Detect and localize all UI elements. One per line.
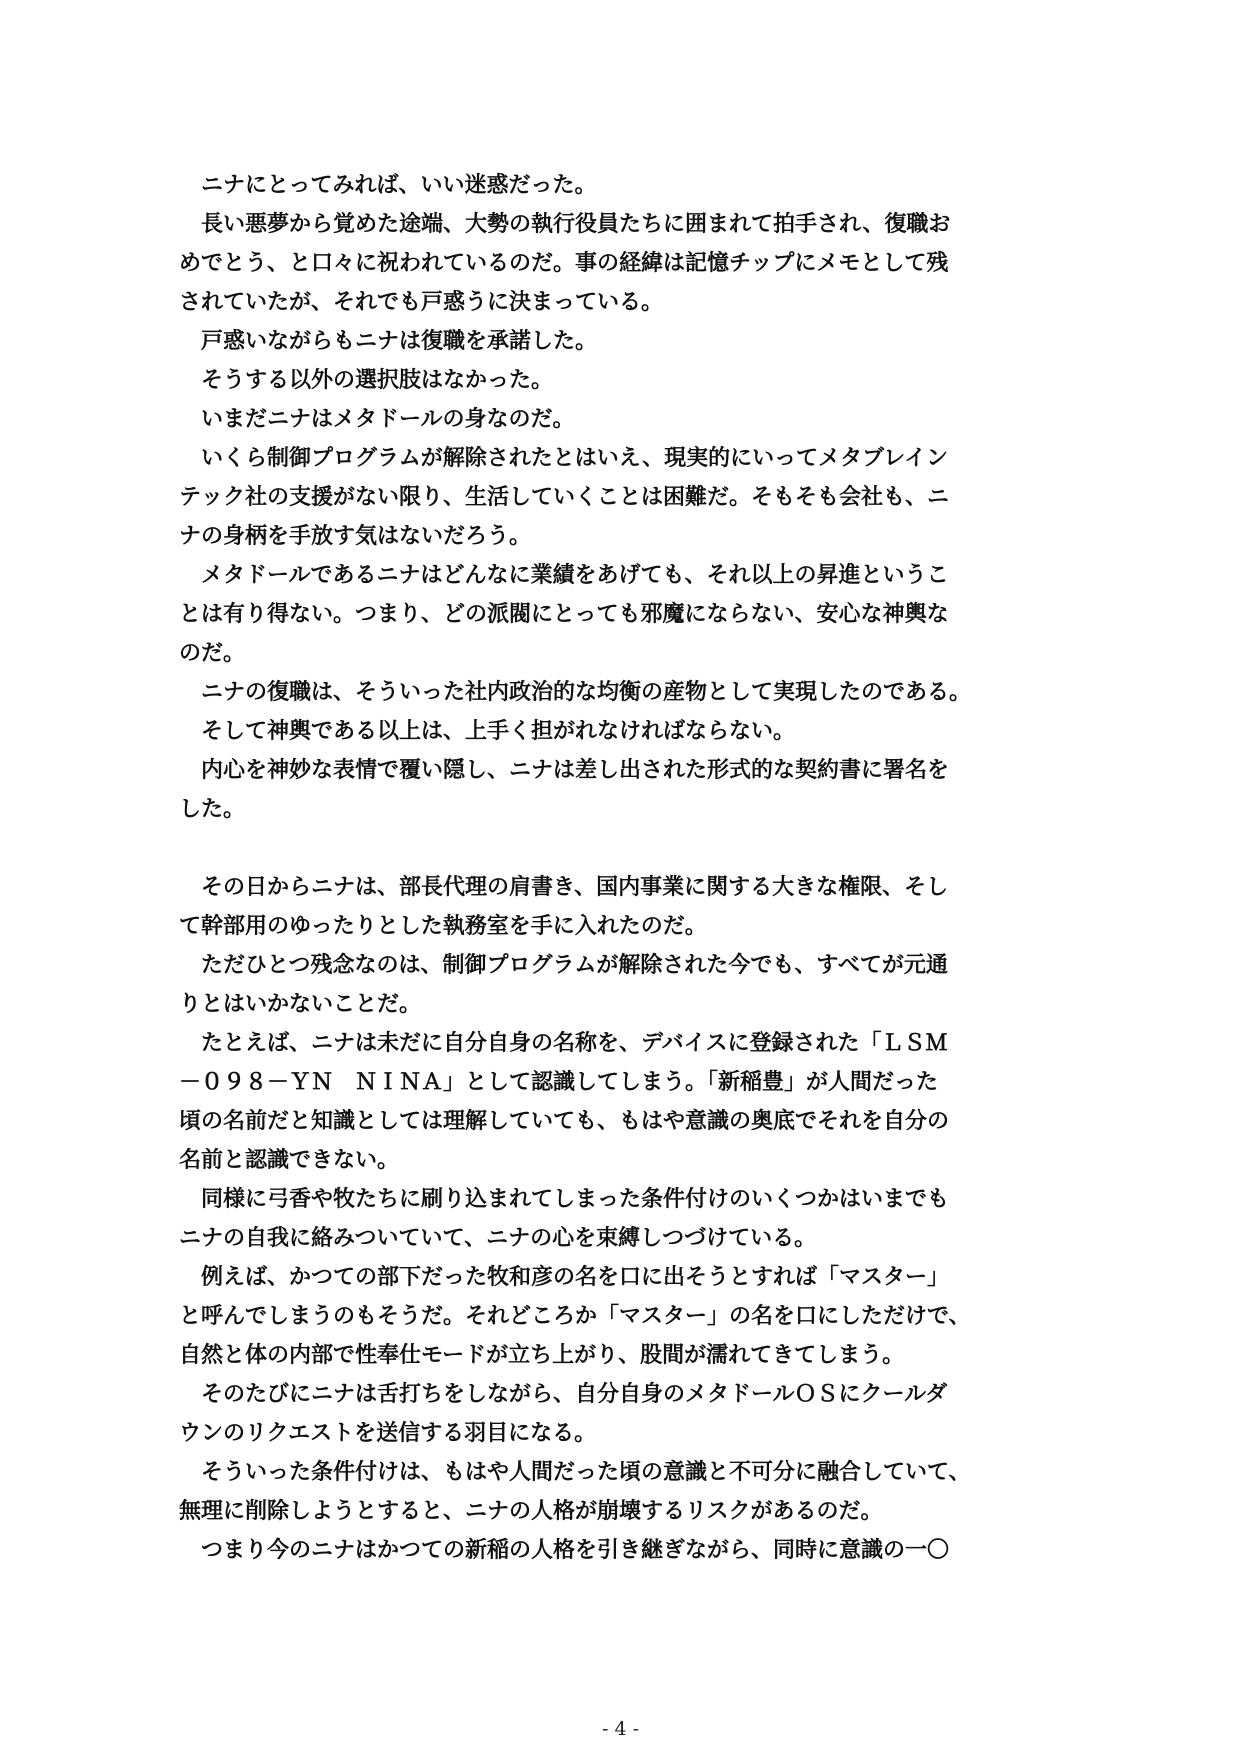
text-line: 頃の名前だと知識としては理解していても、もはや意識の奥底でそれを自分の	[179, 1109, 950, 1134]
text-line: 戸惑いながらもニナは復職を承諾した。	[179, 329, 598, 354]
blank-line	[179, 829, 1069, 868]
text-line: －０９８－ＹＮ ＮＩＮＡ」として認識してしまう。「新稲豊」が人間だった	[179, 1070, 939, 1095]
text-line: 自然と体の内部で性奉仕モードが立ち上がり、股間が濡れてきてしまう。	[179, 1343, 905, 1368]
text-line: その日からニナは、部長代理の肩書き、国内事業に関する大きな権限、そし	[179, 875, 949, 900]
text-line: 名前と認識できない。	[179, 1148, 400, 1173]
text-line: テック社の支援がない限り、生活していくことは困難だ。そもそも会社も、ニ	[179, 485, 950, 510]
text-line: 無理に削除しようとすると、ニナの人格が崩壊するリスクがあるのだ。	[179, 1499, 883, 1524]
text-line: そうする以外の選択肢はなかった。	[179, 368, 554, 393]
text-line: した。	[179, 797, 246, 822]
text-line: そのたびにニナは舌打ちをしながら、自分自身のメタドールＯＳにクールダ	[179, 1382, 948, 1407]
text-line: ナの身柄を手放す気はないだろう。	[179, 524, 532, 549]
text-line: 同様に弓香や牧たちに刷り込まれてしまった条件付けのいくつかはいまでも	[179, 1187, 950, 1212]
text-line: メタドールであるニナはどんなに業績をあげても、それ以上の昇進というこ	[179, 563, 949, 588]
text-line: つまり今のニナはかつての新稲の人格を引き継ぎながら、同時に意識の一〇	[179, 1538, 950, 1563]
text-line: と呼んでしまうのもそうだ。それどころか「マスター」の名を口にしただけで、	[179, 1304, 971, 1329]
text-line: いくら制御プログラムが解除されたとはいえ、現実的にいってメタブレイン	[179, 446, 949, 471]
text-line: ニナの復職は、そういった社内政治的な均衡の産物として実現したのである。	[179, 680, 972, 705]
text-line: ニナの自我に絡みついていて、ニナの心を束縛しつづけている。	[179, 1226, 817, 1251]
text-line: そして神輿である以上は、上手く担がれなければならない。	[179, 719, 796, 744]
text-line: 例えば、かつての部下だった牧和彦の名を口に出そうとすれば「マスター」	[179, 1265, 950, 1290]
text-line: たとえば、ニナは未だに自分自身の名称を、デバイスに登録された「ＬＳＭ	[179, 1031, 948, 1056]
text-line: とは有り得ない。つまり、どの派閥にとっても邪魔にならない、安心な神輿な	[179, 602, 949, 627]
text-line: ウンのリクエストを送信する羽目になる。	[179, 1421, 597, 1446]
text-line: そういった条件付けは、もはや人間だった頃の意識と不可分に融合していて、	[179, 1460, 971, 1485]
text-line: 内心を神妙な表情で覆い隠し、ニナは差し出された形式的な契約書に署名を	[179, 758, 950, 783]
body-text	[179, 166, 1069, 1570]
text-line: めでとう、と口々に祝われているのだ。事の経緯は記憶チップにメモとして残	[179, 251, 949, 276]
text-line: のだ。	[179, 641, 246, 666]
text-line: て幹部用のゆったりとした執務室を手に入れたのだ。	[179, 914, 707, 939]
text-line: ニナにとってみれば、いい迷惑だった。	[179, 173, 597, 198]
text-line: ただひとつ残念なのは、制御プログラムが解除された今でも、すべてが元通	[179, 953, 948, 978]
text-line: いまだニナはメタドールの身なのだ。	[179, 407, 575, 432]
page-number: - 4 -	[601, 1718, 639, 1740]
text-line: されていたが、それでも戸惑うに決まっている。	[179, 290, 664, 315]
text-line: りとはいかないことだ。	[179, 992, 422, 1017]
text-line: 長い悪夢から覚めた途端、大勢の執行役員たちに囲まれて拍手され、復職お	[179, 212, 951, 237]
